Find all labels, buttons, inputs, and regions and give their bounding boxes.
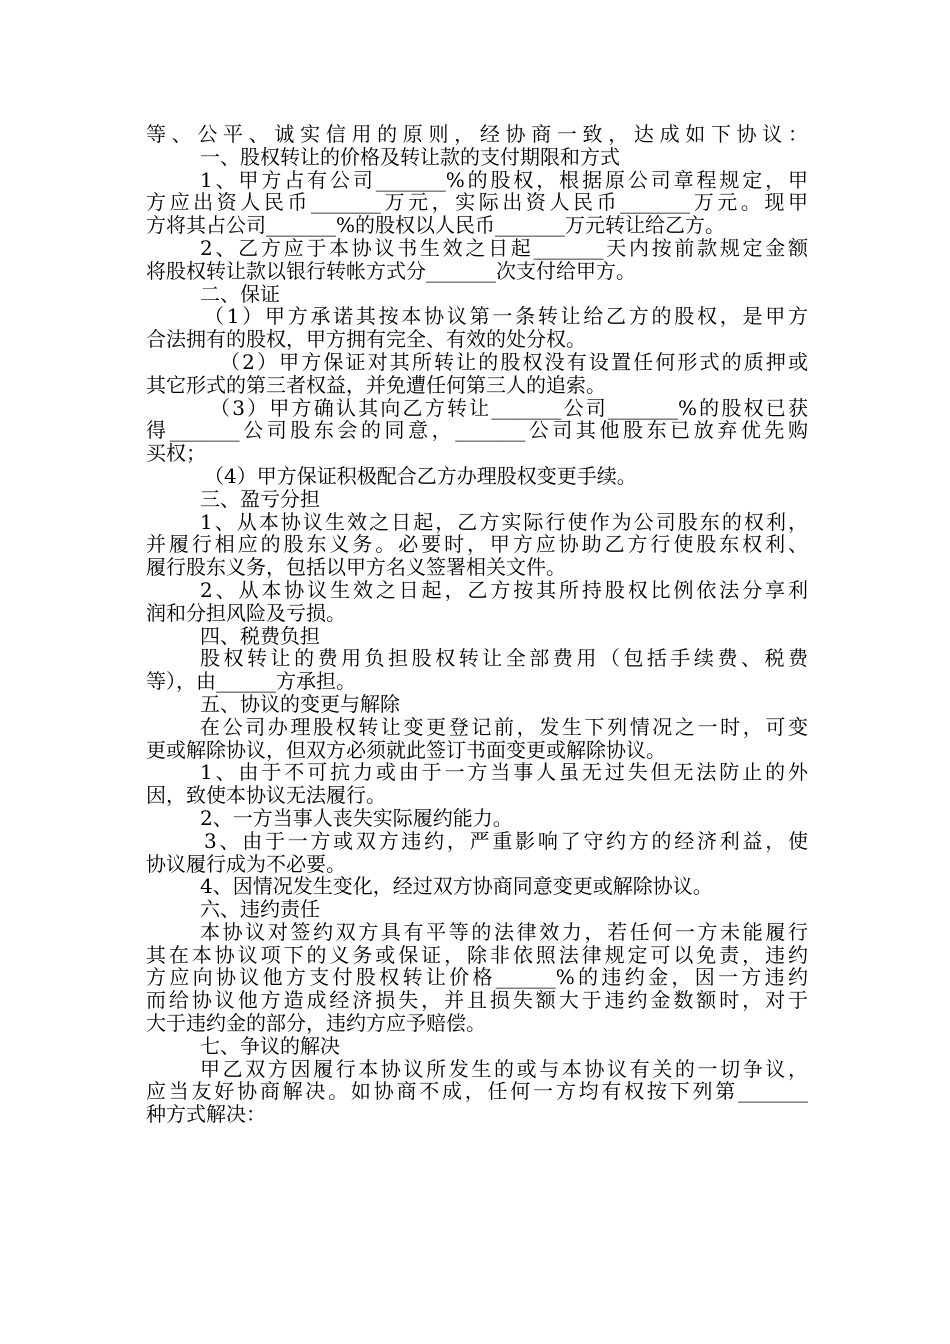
paragraph-line: 将股权转让款以银行转帐方式分_______次支付给甲方。	[146, 258, 636, 283]
paragraph-line: 更或解除协议，但双方必须就此签订书面变更或解除协议。	[146, 737, 666, 762]
section-heading: 四、税费负担	[200, 623, 320, 648]
paragraph-line: 润和分担风险及亏损。	[146, 600, 346, 625]
paragraph-line: 本协议对签约双方具有平等的法律效力，若任何一方未能履行	[200, 919, 808, 944]
paragraph-line: 2、乙方应于本协议书生效之日起_______天内按前款规定金额	[200, 235, 808, 260]
paragraph-line: 协议履行成为不必要。	[146, 851, 346, 876]
paragraph-line: （4）甲方保证积极配合乙方办理股权变更手续。	[204, 463, 637, 488]
paragraph-line: 2、从本协议生效之日起，乙方按其所持股权比例依法分享利	[200, 577, 808, 602]
paragraph-line: 等），由______方承担。	[146, 669, 356, 694]
paragraph-line: 股权转让的费用负担股权转让全部费用（包括手续费、税费	[200, 646, 808, 671]
section-heading: 六、违约责任	[200, 897, 320, 922]
paragraph-line: 买权；	[146, 441, 206, 466]
paragraph-line: 得_______公司股东会的同意，_______公司其他股东已放弃优先购	[146, 418, 808, 443]
section-heading: 七、争议的解决	[200, 1033, 340, 1058]
section-heading: 三、盈亏分担	[200, 486, 320, 511]
paragraph-line: （1）甲方承诺其按本协议第一条转让给乙方的股权，是甲方	[204, 304, 808, 329]
paragraph-line: 1、甲方占有公司_______%的股权，根据原公司章程规定，甲	[200, 167, 808, 192]
paragraph-line: （3）甲方确认其向乙方转让_______公司_______%的股权已获	[210, 395, 808, 420]
paragraph-line: 其在本协议项下的义务或保证，除非依照法律规定可以免责，违约	[146, 942, 808, 967]
paragraph-line: 方将其占公司_______%的股权以人民币_______万元转让给乙方。	[146, 213, 726, 238]
paragraph-line: 甲乙双方因履行本协议所发生的或与本协议有关的一切争议，	[200, 1056, 808, 1081]
paragraph-line: （2）甲方保证对其所转让的股权没有设置任何形式的质押或	[220, 349, 808, 374]
paragraph-line: 履行股东义务，包括以甲方名义签署相关文件。	[146, 555, 566, 580]
paragraph-line: 2、一方当事人丧失实际履约能力。	[200, 805, 513, 830]
paragraph-line: 等、公平、诚实信用的原则，经协商一致，达成如下协议：	[146, 122, 808, 146]
paragraph-line: 因，致使本协议无法履行。	[146, 783, 386, 808]
paragraph-line: 3、由于一方或双方违约，严重影响了守约方的经济利益，使	[204, 828, 808, 853]
paragraph-line: 其它形式的第三者权益，并免遭任何第三人的追索。	[146, 372, 606, 397]
section-heading: 五、协议的变更与解除	[200, 691, 400, 716]
paragraph-line: 方应向协议他方支付股权转让价格______%的违约金，因一方违约	[146, 965, 808, 990]
paragraph-line: 并履行相应的股东义务。必要时，甲方应协助乙方行使股东权利、	[146, 532, 808, 557]
section-heading: 一、股权转让的价格及转让款的支付期限和方式	[200, 144, 620, 169]
paragraph-line: 而给协议他方造成经济损失，并且损失额大于违约金数额时，对于	[146, 988, 808, 1013]
paragraph-line: 应当友好协商解决。如协商不成，任何一方均有权按下列第_______	[146, 1079, 808, 1104]
paragraph-line: 在公司办理股权转让变更登记前，发生下列情况之一时，可变	[200, 714, 808, 739]
section-heading: 二、保证	[200, 281, 280, 306]
paragraph-line: 种方式解决：	[146, 1102, 266, 1127]
paragraph-line: 大于违约金的部分，违约方应予赔偿。	[146, 1011, 486, 1036]
document-body	[146, 123, 808, 1126]
paragraph-line: 1、由于不可抗力或由于一方当事人虽无过失但无法防止的外	[200, 760, 808, 785]
paragraph-line: 方应出资人民币_______万元，实际出资人民币_______万元。现甲	[146, 190, 808, 215]
paragraph-line: 4、因情况发生变化，经过双方协商同意变更或解除协议。	[200, 874, 713, 899]
paragraph-line: 合法拥有的股权，甲方拥有完全、有效的处分权。	[146, 327, 586, 352]
paragraph-line: 1、从本协议生效之日起，乙方实际行使作为公司股东的权利，	[200, 509, 808, 534]
